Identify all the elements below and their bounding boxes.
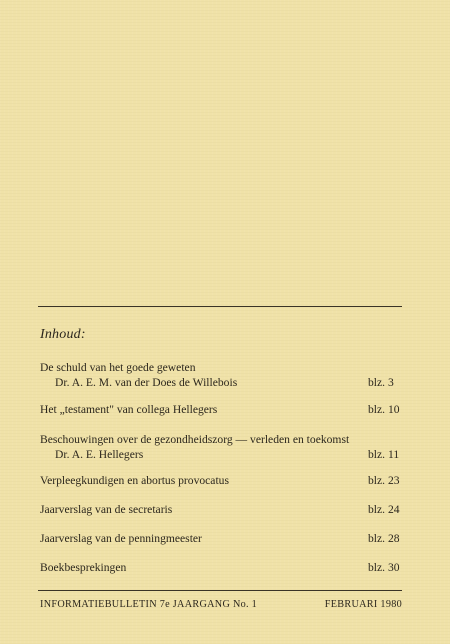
top-divider [38,306,402,307]
contents-entry [40,531,402,546]
contents-heading: Inhoud: [40,327,86,342]
entry-page-number: blz. 30 [368,561,400,574]
entry-page-number: blz. 28 [368,532,400,545]
contents-entry [40,360,402,390]
entry-title: De schuld van het goede geweten [40,361,196,374]
entry-title: Jaarverslag van de secretaris [40,503,173,516]
entry-page-number: blz. 11 [368,448,400,461]
contents-entry [40,402,402,417]
entry-title: Jaarverslag van de penningmeester [40,532,202,545]
entry-title-line [40,502,402,517]
entry-title: Boekbesprekingen [40,561,127,574]
entry-author: Dr. A. E. M. van der Does de Willebois [55,376,238,389]
entry-page-number: blz. 10 [368,403,400,416]
publication-line: INFORMATIEBULLETIN 7e JAARGANG No. 1 [40,599,258,610]
entry-author: Dr. A. E. Hellegers [55,448,144,461]
entry-title-line [40,560,402,575]
entry-page-number: blz. 23 [368,474,400,487]
entry-title: Verpleegkundigen en abortus provocatus [40,474,229,487]
entry-page-number: blz. 3 [368,376,394,389]
entry-title-line [40,432,402,447]
publication-date: FEBRUARI 1980 [324,599,402,610]
entry-title: Het „testament" van collega Hellegers [40,403,218,416]
contents-entry [40,560,402,575]
entry-page-number: blz. 24 [368,503,400,516]
contents-entry [40,473,402,488]
bottom-divider [38,590,402,591]
entry-author-line [40,375,402,390]
entry-title-line [40,473,402,488]
contents-entry [40,432,402,462]
entry-author-line [40,447,402,462]
entry-title-line [40,531,402,546]
entry-title-line [40,360,402,375]
contents-entry [40,502,402,517]
entry-title-line [40,402,402,417]
entry-title: Beschouwingen over de gezondheidszorg — verleden en toekomst [40,433,350,446]
